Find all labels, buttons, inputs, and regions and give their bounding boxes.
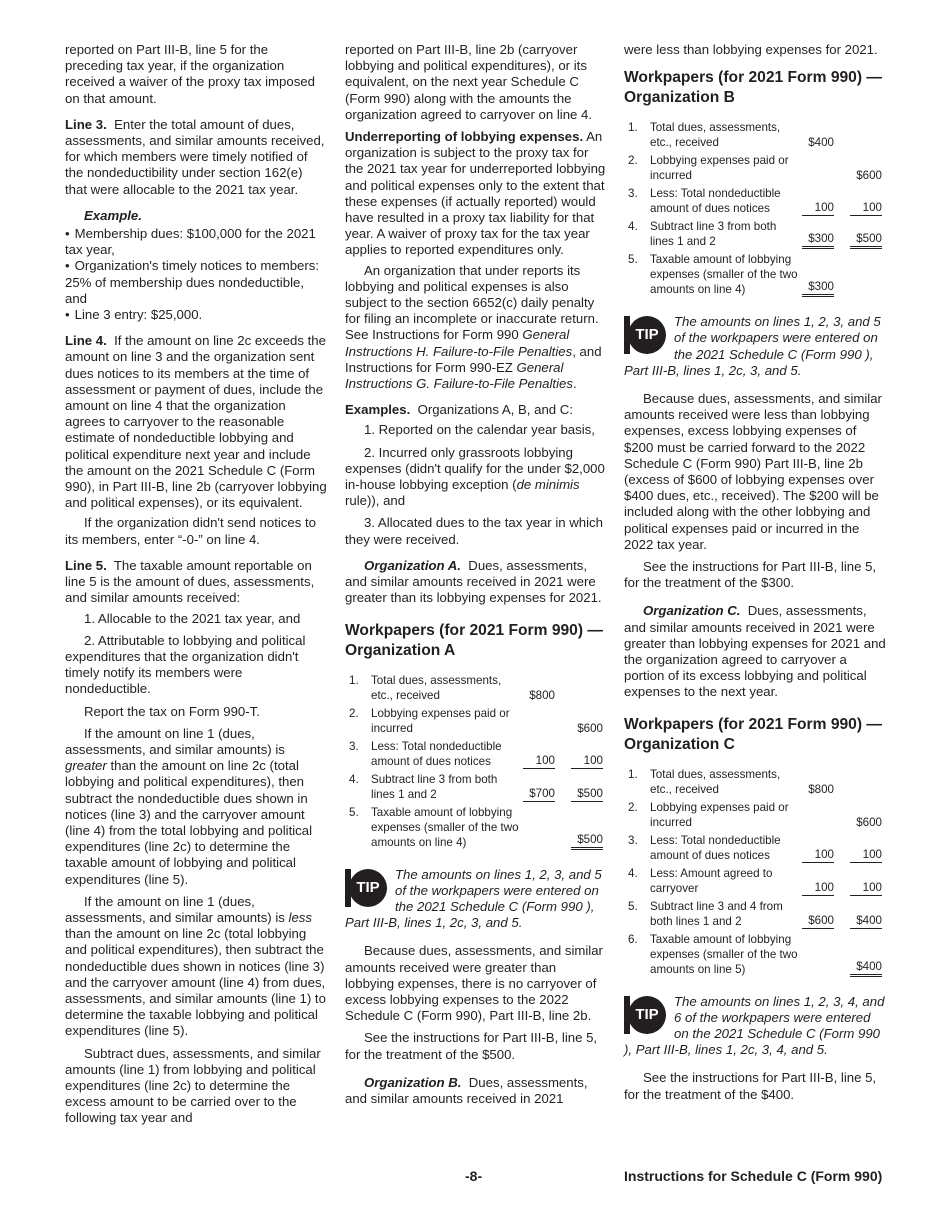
bullet-item: • Line 3 entry: $25,000.	[65, 307, 327, 323]
tip-icon	[345, 869, 389, 907]
amount: 100	[571, 753, 603, 769]
emphasis: greater	[65, 758, 107, 774]
document-title: Instructions for Schedule C (Form 990)	[624, 1168, 883, 1184]
paragraph	[345, 263, 607, 393]
line5-paragraph	[65, 558, 327, 607]
amount-cell	[844, 186, 882, 219]
amount-cell	[798, 219, 834, 252]
list-item: 1. Reported on the calendar year basis,	[364, 422, 595, 438]
line-number: 5.	[349, 805, 359, 819]
amount: $600	[802, 913, 834, 929]
paragraph: If the organization didn't send notices to its members, enter “-0-” on line 4.	[65, 515, 316, 547]
orgB-heading: Organization B.	[364, 1074, 462, 1090]
emphasis: less	[288, 909, 312, 925]
table-row	[628, 153, 882, 186]
line-description: Subtract line 3 and 4 from both lines 1 and 2	[650, 899, 783, 928]
text: , and Instructions for Form 990-EZ	[345, 343, 602, 375]
emphasis: General Instructions H. Failure-to-File Penalties	[345, 327, 573, 359]
line-description: Less: Total nondeductible amount of dues notices	[650, 833, 781, 862]
line-number: 5.	[628, 253, 638, 267]
amount: 100	[802, 880, 834, 896]
line-number: 1.	[349, 673, 359, 687]
line3-heading: Line 3.	[65, 116, 107, 132]
amount-cell	[565, 739, 603, 772]
line-description: Subtract line 3 from both lines 1 and 2	[650, 220, 777, 249]
amount-cell	[844, 120, 882, 153]
tip-note-c	[624, 994, 886, 1059]
amount: 100	[802, 847, 834, 863]
underreporting-text: An organization is subject to the proxy tax for the 2021 tax year for underreported lobbying and political expenses only to the extent that these expenses (if actually reported) would have resulted in a proxy tax liability for that year. A waiver of proxy tax for the tax year applies to reported expenditures only.	[345, 129, 606, 258]
line-number: 1.	[628, 121, 638, 135]
orgA-heading: Organization A.	[364, 557, 461, 573]
amount: $500	[571, 832, 603, 850]
line-number: 5.	[628, 899, 638, 913]
amount: $400	[808, 136, 834, 150]
paragraph: Subtract dues, assessments, and similar amounts (line 1) from lobbying and political expenditures (line 2c) to determine the excess amount to be carried over to the following tax year and	[65, 1045, 321, 1126]
amount-cell	[844, 767, 882, 800]
emphasis: General Instructions G. Failure-to-File Penalties	[345, 359, 573, 392]
amount-cell	[844, 833, 882, 866]
table-row	[349, 739, 603, 772]
orgC-text: Dues, assessments, and similar amounts received in 2021 were greater than lobbying expenses for 2021 and the organization agreed to carryover a portion of its excess lobbying and political expenses to the next year.	[624, 603, 886, 700]
underreporting-heading: Underreporting of lobbying expenses.	[345, 129, 584, 145]
tip-label: TIP	[628, 316, 666, 354]
line-number: 3.	[628, 187, 638, 201]
line-description: Less: Total nondeductible amount of dues notices	[371, 739, 502, 768]
amount: $300	[802, 231, 834, 249]
amount-cell	[798, 899, 834, 932]
amount: $600	[856, 169, 882, 183]
line-description: Total dues, assessments, etc., received	[371, 673, 502, 702]
line3-paragraph	[65, 117, 327, 198]
amount-cell	[565, 673, 603, 706]
amount-cell	[565, 706, 603, 739]
line5-text: The taxable amount reportable on line 5 is the amount of dues, assessments, and similar amounts received:	[65, 557, 315, 606]
amount-cell	[798, 932, 834, 980]
orgA-text: Dues, assessments, and similar amounts received in 2021 were greater than its lobbying expenses for 2021.	[345, 557, 602, 606]
amount-cell	[844, 899, 882, 932]
amount: $800	[529, 688, 555, 702]
tip-icon	[624, 996, 668, 1034]
amount-cell	[798, 120, 834, 153]
examples-heading: Examples.	[345, 402, 411, 418]
orgC-heading: Organization C.	[643, 603, 741, 619]
page-number: -8-	[465, 1168, 483, 1184]
amount: $400	[850, 913, 882, 929]
line-number: 6.	[628, 932, 638, 946]
orgC-paragraph	[624, 603, 886, 700]
column-2	[345, 42, 607, 1113]
amount-cell	[798, 800, 834, 833]
paragraph: reported on Part III-B, line 2b (carryover lobbying and political expenditures), or its equivalent, on the next year Schedule C (Form 990) along with the amounts the organization agreed to carryover on line 4.	[345, 42, 593, 122]
line-number: 2.	[349, 706, 359, 720]
amount-cell	[844, 800, 882, 833]
paragraph	[65, 726, 327, 888]
line4-paragraph	[65, 333, 327, 511]
line4-text: If the amount on line 2c exceeds the amount on line 3 and the organization sent dues notices to its members at the time of assessment or payment of dues, include the amount on line 4 that the organization agrees to carryover to the reasonable estimate of nondeductible lobbying and political expenditure next year and include the amount on the 2021 Schedule C (Form 990), in Part III-B, line 2b (carryover lobbying and political expenses), or its equivalent.	[65, 333, 327, 511]
amount: $800	[808, 782, 834, 796]
line-description: Total dues, assessments, etc., received	[650, 767, 781, 796]
line-description: Total dues, assessments, etc., received	[650, 121, 781, 150]
text: rule)), and	[345, 493, 406, 509]
orgB-paragraph	[345, 1075, 607, 1107]
orgB-text: Dues, assessments, and similar amounts received in 2021	[345, 1074, 588, 1106]
table-row	[349, 673, 603, 706]
table-row	[349, 805, 603, 853]
workpapers-c-title: Workpapers (for 2021 Form 990) — Organization C	[624, 715, 882, 753]
text: 2. Incurred only grassroots lobbying expenses (didn't qualify for the under $2,000 in-house lobbying exception (	[345, 444, 605, 493]
workpapers-a-title: Workpapers (for 2021 Form 990) — Organization A	[345, 621, 603, 659]
amount-cell	[844, 219, 882, 252]
line-description: Taxable amount of lobbying expenses (smaller of the two amounts on line 4)	[650, 253, 798, 297]
amount-cell	[844, 153, 882, 186]
paragraph: Report the tax on Form 990-T.	[84, 703, 260, 719]
amount: 100	[850, 847, 882, 863]
line-number: 4.	[628, 220, 638, 234]
tip-note-b	[624, 314, 886, 379]
text: An organization that under reports its lobbying and political expenses is also subject to the section 6652(c) daily penalty for filing an incomplete or inaccurate return. See Instructions for Form 990	[345, 262, 599, 343]
amount-cell	[519, 805, 555, 853]
line4-heading: Line 4.	[65, 333, 107, 349]
line-number: 2.	[628, 154, 638, 168]
line-description: Taxable amount of lobbying expenses (smaller of the two amounts on line 5)	[650, 932, 798, 976]
amount-cell	[844, 252, 882, 300]
line-description: Lobbying expenses paid or incurred	[371, 706, 510, 735]
text: If the amount on line 1 (dues, assessments, and similar amounts) is	[65, 893, 289, 925]
amount-cell	[798, 767, 834, 800]
workpapers-b-table	[628, 120, 882, 300]
table-row	[628, 767, 882, 800]
paragraph: See the instructions for Part III-B, line 5, for the treatment of the $400.	[624, 1070, 877, 1102]
amount: 100	[802, 200, 834, 216]
line-description: Subtract line 3 from both lines 1 and 2	[371, 772, 498, 801]
amount: $400	[850, 959, 882, 977]
table-row	[628, 252, 882, 300]
tip-icon	[624, 316, 668, 354]
line-number: 1.	[628, 767, 638, 781]
workpapers-a-table	[349, 673, 603, 853]
amount-cell	[798, 866, 834, 899]
list-item: 1. Allocable to the 2021 tax year, and	[84, 610, 301, 626]
tip-text: The amounts on lines 1, 2, 3, 4, and 6 of the workpapers were entered on the 2021 Schedule C (Form 990 ), Part III-B, lines 1, 2c, 3, 4, and 5.	[624, 993, 885, 1058]
column-3	[624, 42, 886, 1109]
paragraph: Because dues, assessments, and similar amounts received were greater than lobbying expenses, there is no carryover of excess lobbying expenses to the 2022 Schedule C (Form 990), Part III-B, line 2b.	[345, 943, 603, 1024]
amount: $600	[856, 815, 882, 829]
line5-list	[65, 611, 327, 698]
paragraph	[65, 894, 327, 1040]
tip-label: TIP	[628, 996, 666, 1034]
table-row	[628, 899, 882, 932]
amount-cell	[798, 833, 834, 866]
example-heading: Example.	[84, 207, 142, 223]
table-row	[628, 120, 882, 153]
amount-cell	[798, 186, 834, 219]
amount-cell	[519, 739, 555, 772]
workpapers-c-table	[628, 767, 882, 980]
tip-note-a	[345, 867, 607, 932]
line3-text: Enter the total amount of dues, assessments, and similar amounts received, for which members were timely notified of the nondeductibility under section 162(e) that were allocable to the 2021 tax year.	[65, 116, 325, 197]
list-item: 2. Attributable to lobbying and political expenditures that the organization didn't timely notify its members were nondeductible.	[65, 632, 306, 697]
text: than the amount on line 2c (total lobbying and political expenditures), then subtract the nondeductible dues shown in notices (line 3) and the carryover amount (line 4) from dues, assessments, and similar amounts (line 1) to determine the taxable lobbying and political expenditures (line 5).	[65, 926, 326, 1039]
table-row	[628, 866, 882, 899]
list-item	[345, 445, 607, 510]
amount: $600	[577, 721, 603, 735]
amount-cell	[519, 706, 555, 739]
line5-heading: Line 5.	[65, 557, 107, 573]
line-number: 4.	[349, 772, 359, 786]
line-number: 3.	[628, 833, 638, 847]
amount-cell	[798, 153, 834, 186]
paragraph: Because dues, assessments, and similar amounts received were less than lobbying expenses, excess lobbying expenses of $200 must be carried forward to the 2022 Schedule C (Form 990) Part III-B, line 2b (excess of $600 of lobbying expenses over $400 dues, etc., received). The $200 will be included along with the other lobbying and political expenses paid or incurred in the 2022 tax year.	[624, 391, 882, 552]
amount: $700	[523, 786, 555, 802]
line-description: Taxable amount of lobbying expenses (smaller of the two amounts on line 4)	[371, 805, 519, 849]
text: If the amount on line 1 (dues, assessments, and similar amounts) is	[65, 725, 285, 757]
text: than the amount on line 2c (total lobbying and political expenditures), then subtract the nondeductible dues shown in notices (line 3) and the carryover amount (line 4) from the total lobbying and political expenditures (line 2c) to determine the taxable amount of lobbying and political expenditures (line 5).	[65, 758, 313, 887]
amount-cell	[844, 932, 882, 980]
line-description: Lobbying expenses paid or incurred	[650, 154, 789, 183]
emphasis: de minimis	[516, 477, 580, 493]
amount: 100	[850, 880, 882, 896]
bullet-item: • Organization's timely notices to members: 25% of membership dues nondeductible, and	[65, 258, 327, 307]
bullet-item: • Membership dues: $100,000 for the 2021 tax year,	[65, 226, 327, 258]
line-description: Lobbying expenses paid or incurred	[650, 800, 789, 829]
tip-label: TIP	[349, 869, 387, 907]
line-number: 3.	[349, 739, 359, 753]
amount-cell	[565, 805, 603, 853]
paragraph: were less than lobbying expenses for 2021.	[624, 42, 878, 57]
orgA-paragraph	[345, 558, 607, 607]
table-row	[628, 800, 882, 833]
paragraph: reported on Part III-B, line 5 for the preceding tax year, if the organization received a waiver of the proxy tax imposed on that amount.	[65, 42, 315, 106]
example-bullets	[65, 226, 327, 323]
table-row	[628, 219, 882, 252]
amount-cell	[519, 772, 555, 805]
line-number: 2.	[628, 800, 638, 814]
amount: $500	[571, 786, 603, 802]
paragraph: See the instructions for Part III-B, line 5, for the treatment of the $300.	[624, 559, 877, 591]
line-description: Less: Amount agreed to carryover	[650, 866, 773, 895]
amount: $300	[802, 279, 834, 297]
tip-text: The amounts on lines 1, 2, 3, and 5 of the workpapers were entered on the 2021 Schedule C (Form 990 ), Part III-B, lines 1, 2c, 3, and 5.	[624, 314, 881, 378]
line-number: 4.	[628, 866, 638, 880]
examples-paragraph	[345, 402, 607, 418]
table-row	[628, 833, 882, 866]
amount: 100	[523, 753, 555, 769]
tip-text: The amounts on lines 1, 2, 3, and 5 of the workpapers were entered on the 2021 Schedule C (Form 990 ), Part III-B, lines 1, 2c, 3, and 5.	[345, 866, 602, 931]
table-row	[628, 186, 882, 219]
amount: $500	[850, 231, 882, 249]
column-1	[65, 42, 327, 1133]
workpapers-b-title: Workpapers (for 2021 Form 990) — Organization B	[624, 69, 882, 107]
amount-cell	[844, 866, 882, 899]
amount-cell	[798, 252, 834, 300]
table-row	[628, 932, 882, 980]
examples-text: Organizations A, B, and C:	[417, 402, 573, 418]
table-row	[349, 772, 603, 805]
amount-cell	[565, 772, 603, 805]
amount-cell	[519, 673, 555, 706]
paragraph: See the instructions for Part III-B, line 5, for the treatment of the $500.	[345, 1030, 598, 1062]
line-description: Less: Total nondeductible amount of dues notices	[650, 187, 781, 216]
amount: 100	[850, 200, 882, 216]
text: .	[572, 376, 577, 392]
table-row	[349, 706, 603, 739]
underreporting-paragraph	[345, 129, 607, 259]
list-item: 3. Allocated dues to the tax year in which they were received.	[345, 515, 603, 547]
